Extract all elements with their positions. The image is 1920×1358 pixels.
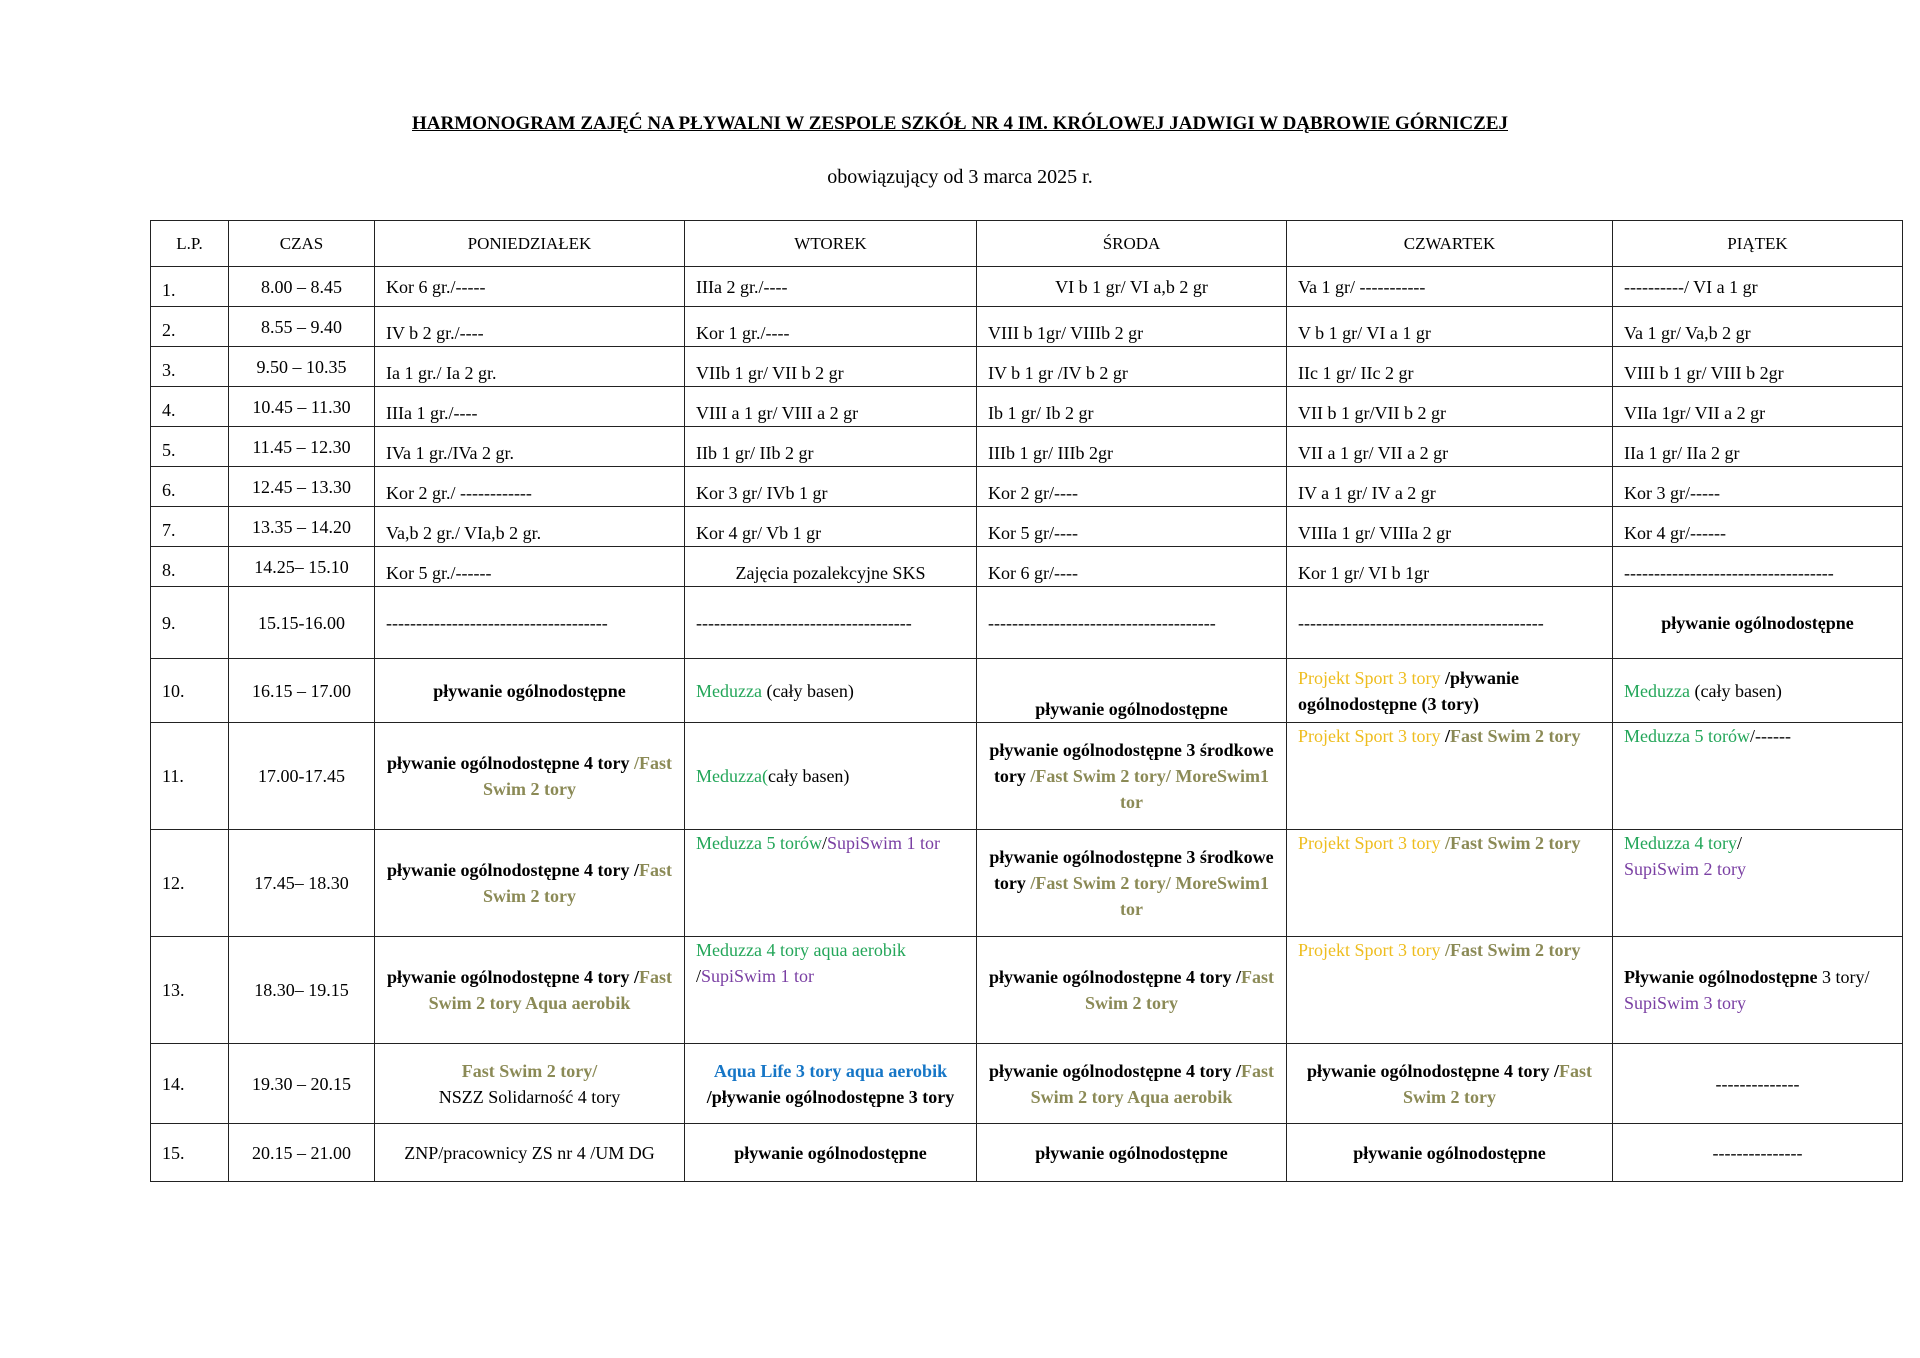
cell-note: cały basen) [767, 766, 850, 786]
row-number: 15. [151, 1124, 229, 1182]
cell-tuesday: IIb 1 gr/ IIb 2 gr [685, 427, 977, 467]
meduzza-label: Meduzza 5 torów [696, 833, 822, 853]
cell-friday: Kor 4 gr/------ [1613, 507, 1903, 547]
table-row [151, 507, 1903, 547]
row-time: 13.35 – 14.20 [229, 507, 375, 547]
cell-wednesday: IV b 1 gr /IV b 2 gr [977, 347, 1287, 387]
header-monday: PONIEDZIAŁEK [375, 221, 685, 267]
projekt-sport-label: Projekt Sport 3 tory [1298, 667, 1445, 688]
fast-swim-label: /Fast Swim 2 tory [1445, 940, 1581, 960]
cell-tuesday: IIIa 2 gr./---- [685, 267, 977, 307]
row-number: 3. [151, 347, 229, 387]
supiswim-label: SupiSwim 1 tor [701, 966, 815, 986]
header-tuesday: WTOREK [685, 221, 977, 267]
cell-wednesday: Ib 1 gr/ Ib 2 gr [977, 387, 1287, 427]
cell-thursday [1287, 937, 1613, 1044]
general-swim-label: pływanie ogólnodostępne 4 tory / [988, 1060, 1242, 1081]
cell-monday: Kor 5 gr./------ [375, 547, 685, 587]
schedule-table [150, 220, 1903, 1182]
cell-note: (cały basen) [1689, 680, 1782, 701]
cell-tuesday [685, 659, 977, 723]
general-swim-label: pływanie ogólnodostępne 4 tory / [988, 967, 1242, 987]
cell-thursday: Va 1 gr/ ----------- [1287, 267, 1613, 307]
table-row [151, 267, 1903, 307]
cell-monday: ------------------------------------- [375, 587, 685, 659]
general-swim-label: /pływanie ogólnodostępne 3 tory [706, 1086, 955, 1107]
general-swim-label: Pływanie ogólnodostępne [1624, 967, 1818, 987]
supiswim-label: SupiSwim 1 tor [826, 833, 941, 853]
header-czas: CZAS [229, 221, 375, 267]
row-time: 12.45 – 13.30 [229, 467, 375, 507]
separator: / [1445, 726, 1451, 746]
row-time: 16.15 – 17.00 [229, 659, 375, 723]
meduzza-label: Meduzza 5 torów [1624, 726, 1750, 746]
table-row [151, 659, 1903, 723]
cell-thursday: VII a 1 gr/ VII a 2 gr [1287, 427, 1613, 467]
general-swim-label: pływanie ogólnodostępne 4 tory / [386, 860, 640, 880]
header-wednesday: ŚRODA [977, 221, 1287, 267]
row-time: 8.00 – 8.45 [229, 267, 375, 307]
table-row [151, 467, 1903, 507]
cell-tuesday [685, 830, 977, 937]
table-row [151, 587, 1903, 659]
cell-wednesday [977, 1044, 1287, 1124]
row-number: 5. [151, 427, 229, 467]
separator: / [696, 966, 702, 986]
fast-swim-label: Fast Swim 2 tory [1085, 967, 1275, 1013]
cell-monday: Kor 6 gr./----- [375, 267, 685, 307]
page-title: HARMONOGRAM ZAJĘĆ NA PŁYWALNI W ZESPOLE SZKÓŁ NR 4 IM. KRÓLOWEJ JADWIGI W DĄBROWIE GÓRNICZEJ [412, 113, 1508, 134]
cell-tuesday: ------------------------------------ [685, 587, 977, 659]
cell-friday: Kor 3 gr/----- [1613, 467, 1903, 507]
separator: / [821, 833, 827, 853]
cell-thursday: ----------------------------------------- [1287, 587, 1613, 659]
cell-thursday [1287, 659, 1613, 723]
cell-monday [375, 723, 685, 830]
fast-swim-label: Fast Swim 2 tory [483, 860, 673, 906]
cell-wednesday: VI b 1 gr/ VI a,b 2 gr [977, 267, 1287, 307]
table-row [151, 937, 1903, 1044]
table-row [151, 547, 1903, 587]
projekt-sport-label: Projekt Sport 3 tory [1298, 940, 1445, 960]
fast-swim-label: Fast Swim 2 tory/ [461, 1060, 598, 1081]
table-row [151, 830, 1903, 937]
general-swim-label: pływanie ogólnodostępne 3 środkowe tory [989, 740, 1274, 786]
fast-swim-label: /Fast Swim 2 tory [1445, 833, 1581, 853]
cell-thursday: IV a 1 gr/ IV a 2 gr [1287, 467, 1613, 507]
cell-tuesday [685, 1044, 977, 1124]
cell-monday [375, 830, 685, 937]
row-time: 17.45– 18.30 [229, 830, 375, 937]
cell-wednesday: Kor 6 gr/---- [977, 547, 1287, 587]
row-time: 11.45 – 12.30 [229, 427, 375, 467]
cell-friday [1613, 830, 1903, 937]
cell-wednesday: Kor 2 gr/---- [977, 467, 1287, 507]
meduzza-label: Meduzza 4 tory [1624, 833, 1737, 853]
cell-wednesday: pływanie ogólnodostępne [977, 1124, 1287, 1182]
row-time: 14.25– 15.10 [229, 547, 375, 587]
table-row [151, 1044, 1903, 1124]
cell-thursday: VII b 1 gr/VII b 2 gr [1287, 387, 1613, 427]
table-row [151, 387, 1903, 427]
cell-monday: IV b 2 gr./---- [375, 307, 685, 347]
row-number: 8. [151, 547, 229, 587]
cell-friday: ----------/ VI a 1 gr [1613, 267, 1903, 307]
cell-friday: Va 1 gr/ Va,b 2 gr [1613, 307, 1903, 347]
cell-tuesday: Kor 4 gr/ Vb 1 gr [685, 507, 977, 547]
cell-monday: Va,b 2 gr./ VIa,b 2 gr. [375, 507, 685, 547]
meduzza-label: Meduzza( [696, 766, 768, 786]
cell-tuesday [685, 937, 977, 1044]
cell-tuesday: pływanie ogólnodostępne [685, 1124, 977, 1182]
general-swim-label: pływanie ogólnodostępne 4 tory / [1306, 1060, 1560, 1081]
cell-thursday [1287, 1044, 1613, 1124]
projekt-sport-label: Projekt Sport 3 tory [1298, 726, 1445, 746]
cell-note: /pływanie ogólnodostępne (3 tory) [1298, 667, 1520, 714]
cell-monday: IVa 1 gr./IVa 2 gr. [375, 427, 685, 467]
projekt-sport-label: Projekt Sport 3 tory [1298, 833, 1445, 853]
general-swim-label: pływanie ogólnodostępne 3 środkowe tory [989, 847, 1274, 893]
fast-swim-label: Fast Swim 2 tory [1403, 1060, 1593, 1107]
cell-friday: VIIa 1gr/ VII a 2 gr [1613, 387, 1903, 427]
fast-swim-label: /Fast Swim 2 tory [483, 753, 673, 799]
cell-monday [375, 1044, 685, 1124]
table-row [151, 427, 1903, 467]
header-friday: PIĄTEK [1613, 221, 1903, 267]
row-number: 13. [151, 937, 229, 1044]
table-row [151, 307, 1903, 347]
cell-wednesday: -------------------------------------- [977, 587, 1287, 659]
cell-monday: Kor 2 gr./ ------------ [375, 467, 685, 507]
cell-tuesday [685, 723, 977, 830]
cell-tuesday: VIII a 1 gr/ VIII a 2 gr [685, 387, 977, 427]
cell-monday: pływanie ogólnodostępne [375, 659, 685, 723]
cell-note: NSZZ Solidarność 4 tory [438, 1086, 621, 1107]
supiswim-label: SupiSwim 3 tory [1624, 993, 1747, 1013]
general-swim-label: pływanie ogólnodostępne 4 tory / [386, 967, 640, 987]
table-row [151, 1124, 1903, 1182]
cell-monday: Ia 1 gr./ Ia 2 gr. [375, 347, 685, 387]
row-number: 10. [151, 659, 229, 723]
row-time: 15.15-16.00 [229, 587, 375, 659]
cell-wednesday [977, 723, 1287, 830]
cell-tuesday: Kor 1 gr./---- [685, 307, 977, 347]
cell-wednesday: VIII b 1gr/ VIIIb 2 gr [977, 307, 1287, 347]
row-number: 7. [151, 507, 229, 547]
meduzza-label: Meduzza 4 tory aqua aerobik [696, 940, 906, 960]
cell-friday: -------------- [1613, 1044, 1903, 1124]
table-row [151, 723, 1903, 830]
cell-friday [1613, 937, 1903, 1044]
separator: / [1736, 833, 1742, 853]
cell-thursday: V b 1 gr/ VI a 1 gr [1287, 307, 1613, 347]
row-time: 17.00-17.45 [229, 723, 375, 830]
row-time: 20.15 – 21.00 [229, 1124, 375, 1182]
row-number: 2. [151, 307, 229, 347]
cell-wednesday [977, 937, 1287, 1044]
fast-swim-label: /Fast Swim 2 tory/ MoreSwim1 tor [1030, 873, 1270, 919]
fast-swim-label: Fast Swim 2 tory Aqua aerobik [428, 967, 673, 1013]
cell-thursday: Kor 1 gr/ VI b 1gr [1287, 547, 1613, 587]
row-time: 18.30– 19.15 [229, 937, 375, 1044]
cell-thursday [1287, 830, 1613, 937]
cell-monday: ZNP/pracownicy ZS nr 4 /UM DG [375, 1124, 685, 1182]
fast-swim-label: Fast Swim 2 tory [1450, 726, 1581, 746]
cell-thursday: pływanie ogólnodostępne [1287, 1124, 1613, 1182]
page-subtitle: obowiązujący od 3 marca 2025 r. [827, 166, 1093, 188]
row-time: 8.55 – 9.40 [229, 307, 375, 347]
supiswim-label: SupiSwim 2 tory [1624, 859, 1747, 879]
cell-thursday: VIIIa 1 gr/ VIIIa 2 gr [1287, 507, 1613, 547]
cell-monday: IIIa 1 gr./---- [375, 387, 685, 427]
aqua-life-label: Aqua Life 3 tory aqua aerobik [713, 1060, 948, 1081]
row-number: 14. [151, 1044, 229, 1124]
row-time: 10.45 – 11.30 [229, 387, 375, 427]
cell-note: 3 tory/ [1817, 967, 1870, 987]
cell-friday: VIII b 1 gr/ VIII b 2gr [1613, 347, 1903, 387]
cell-friday: IIa 1 gr/ IIa 2 gr [1613, 427, 1903, 467]
cell-wednesday: IIIb 1 gr/ IIIb 2gr [977, 427, 1287, 467]
row-number: 1. [151, 267, 229, 307]
cell-wednesday: Kor 5 gr/---- [977, 507, 1287, 547]
cell-note: /------ [1749, 726, 1791, 746]
fast-swim-label: /Fast Swim 2 tory/ MoreSwim1 tor [1030, 766, 1270, 812]
cell-friday: ----------------------------------- [1613, 547, 1903, 587]
cell-tuesday: VIIb 1 gr/ VII b 2 gr [685, 347, 977, 387]
cell-friday [1613, 723, 1903, 830]
cell-friday [1613, 659, 1903, 723]
cell-tuesday: Zajęcia pozalekcyjne SKS [685, 547, 977, 587]
row-number: 12. [151, 830, 229, 937]
cell-friday: pływanie ogólnodostępne [1613, 587, 1903, 659]
header-row [151, 221, 1903, 267]
cell-thursday: IIc 1 gr/ IIc 2 gr [1287, 347, 1613, 387]
cell-wednesday: pływanie ogólnodostępne [977, 659, 1287, 723]
header-thursday: CZWARTEK [1287, 221, 1613, 267]
cell-note: (cały basen) [761, 680, 854, 701]
row-time: 19.30 – 20.15 [229, 1044, 375, 1124]
row-time: 9.50 – 10.35 [229, 347, 375, 387]
meduzza-label: Meduzza [1624, 680, 1690, 701]
row-number: 6. [151, 467, 229, 507]
row-number: 11. [151, 723, 229, 830]
cell-monday [375, 937, 685, 1044]
cell-tuesday: Kor 3 gr/ IVb 1 gr [685, 467, 977, 507]
header-lp: L.P. [151, 221, 229, 267]
table-row [151, 347, 1903, 387]
row-number: 4. [151, 387, 229, 427]
fast-swim-label: Fast Swim 2 tory Aqua aerobik [1030, 1060, 1275, 1107]
meduzza-label: Meduzza [696, 680, 762, 701]
general-swim-label: pływanie ogólnodostępne 4 tory [386, 753, 635, 773]
cell-wednesday [977, 830, 1287, 937]
cell-friday: --------------- [1613, 1124, 1903, 1182]
row-number: 9. [151, 587, 229, 659]
cell-thursday [1287, 723, 1613, 830]
